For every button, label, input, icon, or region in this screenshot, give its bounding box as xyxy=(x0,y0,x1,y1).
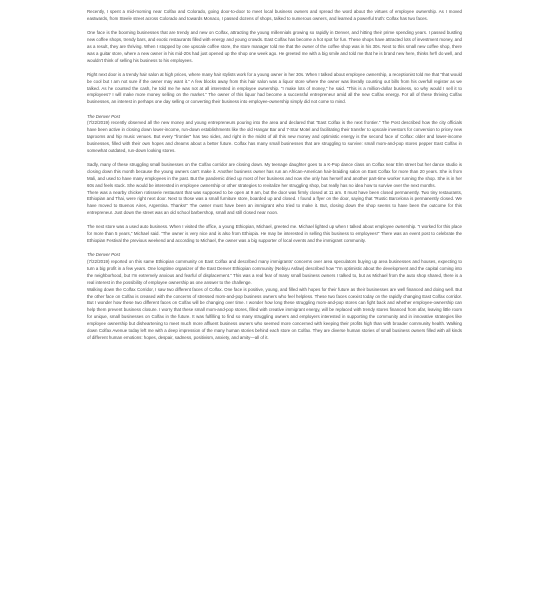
article-body xyxy=(87,9,462,593)
paragraph-trendy-face: One face is the booming businesses that are trendy and new on Colfax, attracting the young millennials growing so rapidly in Denver, and hitting their prime spending years. I passed bustling new coffee shops, trendy bars, and exotic restaurants filled with energy and young crowds. East Colfax has become a hot spot for fun. These shops have attracted lots of investment money, and as a result, they are thriving. When I stopped by one upscale coffee store, the store manager told me that the owner of the coffee shop was in his 30s. Next to this small new coffee shop, there was a guitar store, where a new owner in his mid-20s had just opened up the shop one week ago. He greeted me with a big smile and told me that he is brand new here, thinks he'll do well, and wouldn't think of selling his business to his employees. xyxy=(87,30,462,63)
paragraph-new-frontier: (7/22/2019) recently observed all the new money and young entrepreneurs pouring into the area and declared that "East Colfax is the next frontier." The Post described how the city officials have been active in closing down lower-income, run-down establishments like the old Hangar Bar and 7-Star Motel and facilitating their transfer to upscale investors for conversion to pricey new taprooms and hip music venues. But every "frontier" has two sides, and right in the midst of all this new money and optimistic energy is the second face of Colfax: older and lower-income businesses, filled with their own hopes and dreams about a better future. Colfax has many small businesses that are struggling to survive: small mom-and-pop stores pepper East Colfax in somewhat outdated, run-down looking stores. xyxy=(87,120,462,153)
paragraph-hair-salon-liquor: Right next door is a trendy hair salon at high prices, where many hair stylists work for a young owner in her 30s. When I talked about employee ownership, a receptionist told me that "that would be cool but I am not sure if the owner may want it." A few blocks away from this hair salon was a liquor store where the owner was literally counting out bills from his overfull register as we talked. As he counted the cash, he told me he was not at all interested in employee ownership. "I make lots of money," he said. "This is a million-dollar business, so why would I sell it to employees? I will make more money selling on the market." The owner of this liquor had become a successful entrepreneur amid all the new Colfax energy. For all of these thriving Colfax businesses, an interest in perhaps one day selling or converting their business into employee-ownership simply did not come to mind. xyxy=(87,71,462,105)
paragraph-ethiopian-community: (7/22/2019) reported on this same Ethiopian community on East Colfax and described many immigrants' concerns over area speculators buying up area businesses and houses, expecting to turn a big profit in a few years. One longtime organizer of the East Denver Ethiopian community (Nebiyu Asfaw) described how "I'm optimistic about the development and the capital coming into the neighborhood, but I'm extremely anxious and fearful of displacement." This was a real fear of many small business owners I talked to, but as Michael from the auto shop shared, there is a real interest in the possibility of employee ownership as one answer to the challenge. xyxy=(87,259,462,285)
paragraph-closed-shops: There was a nearby chicken rotisserie restaurant that was supposed to be open at 9 am, but the door was firmly closed at 11 am. It must have been closed permanently. Two tiny restaurants, Ethiopian and Thai, were right next door. Next to those was a small furniture store, boarded up and closed. I found a flyer on the door, saying that "Rustic Barcelona is permanently closed. We have moved to Buenos Aires, Argentina. Thanks!" The owner must have been an immigrant who tried to make it. But, closing down the shop seems to have been the outcome for this entrepreneur. Just down the street was an old school barbershop, small and still closed near noon. xyxy=(87,189,462,216)
paragraph-intro: Recently, I spent a mid-morning near Colfax and Colorado, going door-to-door to meet local business owners and spread the word about the virtues of employee ownership. As I moved eastwards, from Steele street across Colorado and towards Monaco, I passed dozens of shops, talked to numerous owners, and learned a powerful truth: Colfax has two faces. xyxy=(87,9,462,21)
paragraph-auto-business: The next store was a used auto business. When I visited the office, a young Ethiopian, Michael, greeted me. Michael lighted up when I talked about employee ownership. "I worked for this place for more than 5 years," Michael said. "The owner is very nice and is also from Ethiopia. He may be interested in selling this business to employees!" There was an event post to celebrate the Ethiopian Festival the previous weekend and according to Michael, the owner was a big supporter of local events and the immigrant community. xyxy=(87,224,462,244)
source-citation: The Denver Post xyxy=(87,252,120,258)
source-citation: The Denver Post xyxy=(87,113,120,119)
paragraph-struggling-businesses: Sadly, many of these struggling small businesses on the Colfax corridor are closing down. My teenage daughter goes to a K-Pop dance class on Colfax near Elm street but her dance studio is closing down this month because the young owners can't make it. Another business owner has run an African-American hair-braiding salon on East Colfax for more than 20 years. She is from Mali, and used to have many employees in the past. But the pandemic dried up most of her business and now she only has herself and another part-time worker running the shop. She is in her 60s and feels stuck. She would be interested in employee ownership or other strategies to revitalize her struggling shop, but really has no idea how to survive over the next months. xyxy=(87,162,462,188)
paragraph-conclusion: Walking down the Colfax Corridor, I saw two different faces of Colfax. One face is positive, young, and filled with hopes for their future as their businesses are well financed and doing well. But the other face on Colfax is creased with the concerns of stressed mom-and-pop business owners who feel helpless. These two faces coexist today on the rapidly changing East Colfax corridor. But I wonder how these two different faces on Colfax will be changing over time. I wonder how long these struggling mom-and-pop stores can fight back and whether employee-ownership can help them prevent business closure. I worry that these small mom-and-pop stores, filled with creative immigrant energy, will be replaced with trendy stores financed from afar, leaving little room for unique, small businesses on Colfax in the future. It was fulfilling to find so many struggling owners and employers interested in supporting the community and in innovative strategies like employee ownership but disheartening to meet much more affluent business owners who seemed more concerned with keeping their profits high than with broader community health. Walking down Colfax Avenue today left me with a deep impression of the many human stories behind each store on Colfax. They are diverse human stories of small business owners filled with all kinds of different human emotions: hopes, despair, sadness, positivism, anxiety, and amity—all of it. xyxy=(87,286,462,340)
